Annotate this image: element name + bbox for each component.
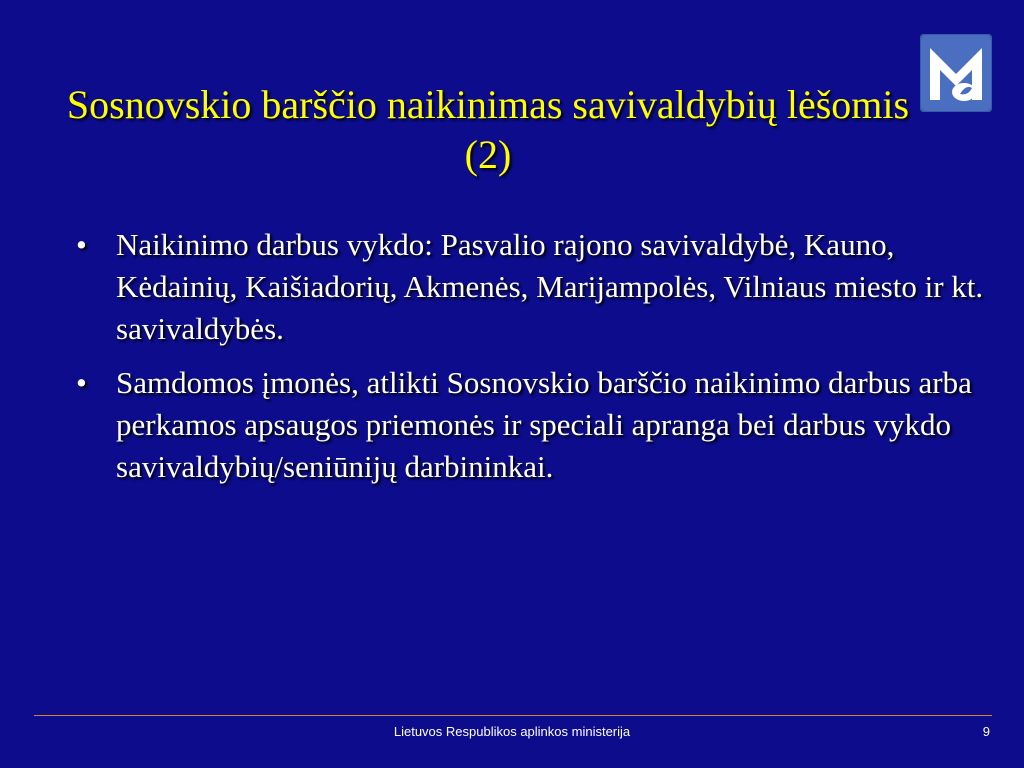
bullet-text: Samdomos įmonės, atlikti Sosnovskio barščio naikinimo darbus arba perkamos apsaugos priemonės ir speciali apranga bei darbus vykdo savivaldybių/seniūnijų darbininkai. [116, 365, 972, 484]
footer-divider [34, 715, 992, 716]
bullet-item [76, 362, 996, 488]
bullet-list [76, 224, 996, 500]
bullet-marker: • [76, 365, 87, 400]
bullet-marker: • [76, 227, 87, 262]
footer-text: Lietuvos Respublikos aplinkos ministerija [393, 724, 631, 739]
bullet-item [76, 224, 996, 350]
slide-title: Sosnovskio barščio naikinimas savivaldybių lėšomis (2) [66, 82, 910, 177]
page-number: 9 [982, 724, 990, 739]
ministry-logo-icon [920, 34, 992, 112]
bullet-text: Naikinimo darbus vykdo: Pasvalio rajono savivaldybė, Kauno, Kėdainių, Kaišiadorių, Akmenės, Marijampolės, Vilniaus miesto ir kt. savivaldybės. [116, 227, 984, 346]
